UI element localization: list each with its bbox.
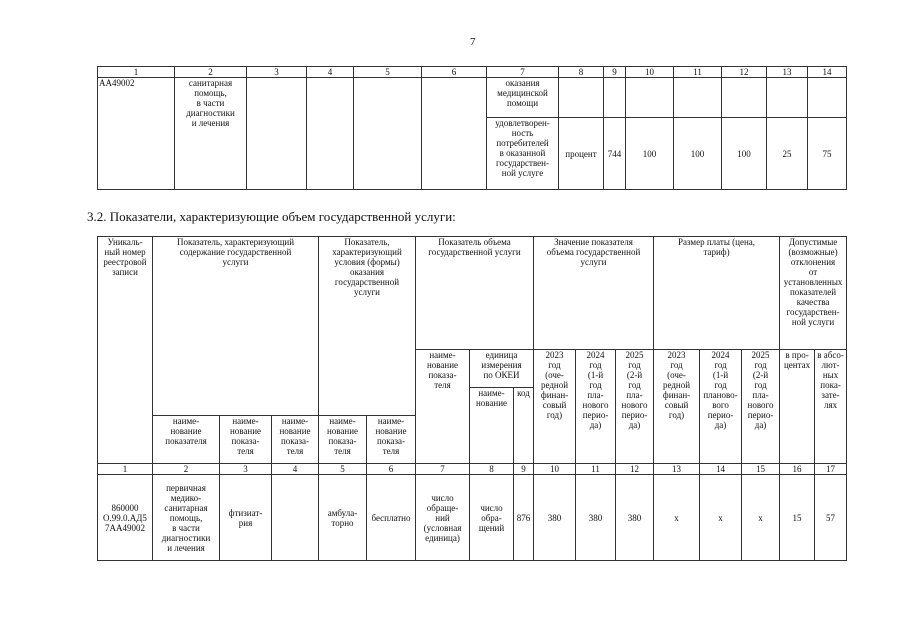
header-registry-number: Уникаль- ный номер реестровой записи <box>98 237 153 464</box>
empty-cell <box>767 78 808 118</box>
col-number: 13 <box>654 464 700 475</box>
header-cond-name-2: наиме- нование показа- теля <box>367 416 416 464</box>
col-number: 5 <box>319 464 367 475</box>
empty-cell <box>559 78 604 118</box>
header-fee: Размер платы (цена, тариф) <box>654 237 780 350</box>
fee-2025: х <box>742 475 780 561</box>
empty-cell <box>808 78 847 118</box>
header-in-absolute: в абсо- лют- ных пока- зате- лях <box>815 350 847 464</box>
header-content-name-3: наиме- нование показа- теля <box>272 416 319 464</box>
registry-number: 860000 О.99.0.АД5 7АА49002 <box>98 475 153 561</box>
header-year-2024: 2024 год (1-й год пла- нового перио- да) <box>576 350 616 464</box>
empty-cell <box>247 78 307 190</box>
col-number: 7 <box>416 464 470 475</box>
header-volume-value: Значение показателя объема государственной услуги <box>534 237 654 350</box>
col-number: 2 <box>153 464 220 475</box>
deviation-absolute: 57 <box>815 475 847 561</box>
value-2024: 100 <box>674 118 722 190</box>
content-1: первичная медико- санитарная помощь, в части диагностики и лечения <box>153 475 220 561</box>
empty-cell <box>626 78 674 118</box>
col-number: 10 <box>534 464 576 475</box>
content-3 <box>272 475 319 561</box>
condition-1: амбула- торно <box>319 475 367 561</box>
col-number: 15 <box>742 464 780 475</box>
unit-name: число обра- щений <box>470 475 514 561</box>
okei-code: 744 <box>604 118 626 190</box>
col-number: 7 <box>487 67 559 78</box>
indicator-prev: оказания медицинской помощи <box>487 78 559 118</box>
header-in-percent: в про- центах <box>780 350 815 464</box>
header-content-name-1: наиме- нование показателя <box>153 416 220 464</box>
deviation-percent: 25 <box>767 118 808 190</box>
empty-cell <box>422 78 487 190</box>
header-unit-okei: единица измерения по ОКЕИ <box>470 350 534 388</box>
col-number: 8 <box>470 464 514 475</box>
quality-indicators-table <box>97 66 847 190</box>
header-deviations: Допустимые (возможные) отклонения от установленных показателей качества государствен- ной услуги <box>780 237 847 350</box>
registry-number: АА49002 <box>98 78 175 190</box>
value-2024: 380 <box>576 475 616 561</box>
content-2: фтизиат- рия <box>220 475 272 561</box>
col-number: 6 <box>422 67 487 78</box>
volume-header-row-1 <box>98 237 847 350</box>
header-unit-name: наиме- нование <box>470 388 514 464</box>
col-number: 14 <box>700 464 742 475</box>
col-number: 3 <box>220 464 272 475</box>
empty-cell <box>674 78 722 118</box>
col-number: 9 <box>604 67 626 78</box>
header-content-name-2: наиме- нование показа- теля <box>220 416 272 464</box>
header-service-content: Показатель, характеризующий содержание государственной услуги <box>153 237 319 416</box>
header-year-2025: 2025 год (2-й год пла- нового перио- да) <box>616 350 654 464</box>
header-fee-2024: 2024 год (1-й год планово- вого перио- да) <box>700 350 742 464</box>
unit-code: 876 <box>514 475 534 561</box>
indicator-name: число обраще- ний (условная единица) <box>416 475 470 561</box>
col-number: 1 <box>98 464 153 475</box>
col-number: 12 <box>722 67 767 78</box>
col-number: 13 <box>767 67 808 78</box>
col-number: 9 <box>514 464 534 475</box>
volume-indicators-table <box>97 236 847 561</box>
quality-row-top <box>98 78 847 118</box>
col-number: 6 <box>367 464 416 475</box>
col-number: 17 <box>815 464 847 475</box>
page-number: 7 <box>470 36 476 48</box>
col-number: 4 <box>307 67 354 78</box>
header-volume-indicator: Показатель объема государственной услуги <box>416 237 534 350</box>
value-2023: 100 <box>626 118 674 190</box>
deviation-percent: 15 <box>780 475 815 561</box>
col-number: 12 <box>616 464 654 475</box>
header-fee-2025: 2025 год (2-й год пла- нового перио- да) <box>742 350 780 464</box>
col-number: 4 <box>272 464 319 475</box>
col-number: 1 <box>98 67 175 78</box>
condition-2: бесплатно <box>367 475 416 561</box>
deviation-absolute: 75 <box>808 118 847 190</box>
col-number: 11 <box>674 67 722 78</box>
volume-column-numbers <box>98 464 847 475</box>
col-number: 2 <box>175 67 247 78</box>
unit: процент <box>559 118 604 190</box>
header-service-conditions: Показатель, характеризующий условия (формы) оказания государственной услуги <box>319 237 416 416</box>
fee-2024: х <box>700 475 742 561</box>
value-2025: 100 <box>722 118 767 190</box>
service-content: санитарная помощь, в части диагностики и лечения <box>175 78 247 190</box>
col-number: 14 <box>808 67 847 78</box>
value-2025: 380 <box>616 475 654 561</box>
indicator-name: удовлетворен- ность потребителей в оказанной государствен- ной услуге <box>487 118 559 190</box>
col-number: 3 <box>247 67 307 78</box>
col-number: 11 <box>576 464 616 475</box>
fee-2023: х <box>654 475 700 561</box>
header-fee-2023: 2023 год (оче- редной финан- совый год) <box>654 350 700 464</box>
col-number: 16 <box>780 464 815 475</box>
empty-cell <box>307 78 354 190</box>
quality-column-numbers <box>98 67 847 78</box>
empty-cell <box>604 78 626 118</box>
value-2023: 380 <box>534 475 576 561</box>
empty-cell <box>354 78 422 190</box>
col-number: 8 <box>559 67 604 78</box>
header-cond-name-1: наиме- нование показа- теля <box>319 416 367 464</box>
volume-data-row <box>98 475 847 561</box>
col-number: 10 <box>626 67 674 78</box>
col-number: 5 <box>354 67 422 78</box>
empty-cell <box>722 78 767 118</box>
header-year-2023: 2023 год (оче- редной финан- совый год) <box>534 350 576 464</box>
header-indicator-name: наиме- нование показа- теля <box>416 350 470 464</box>
section-heading: 3.2. Показатели, характеризующие объем государственной услуги: <box>87 209 456 224</box>
header-unit-code: код <box>514 388 534 464</box>
